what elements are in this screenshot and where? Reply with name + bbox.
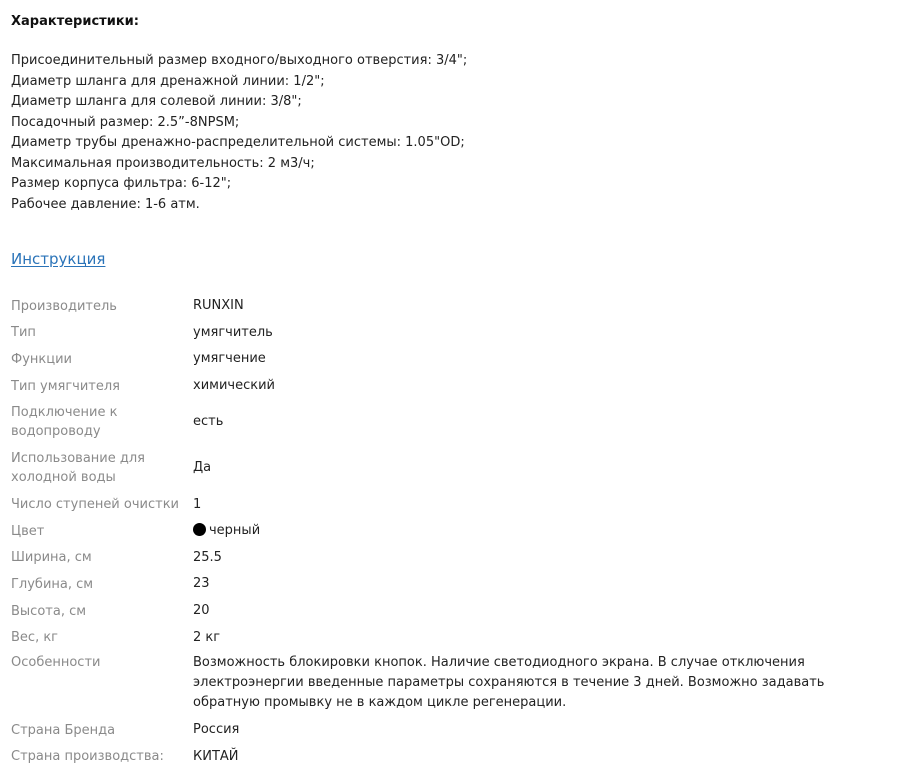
property-value: 20 [193,603,210,619]
property-row-manufacturer [11,293,891,320]
property-row-production-country [11,744,891,771]
specs-heading: Характеристики: [11,14,139,29]
property-value: RUNXIN [193,298,244,314]
property-row-functions [11,346,891,373]
property-label: Тип [11,325,36,341]
property-label: Глубина, см [11,576,94,592]
property-row-type [11,320,891,347]
color-swatch-icon [193,523,206,536]
property-label: Подключение к водопроводу [11,405,118,440]
property-label: Страна Бренда [11,722,116,738]
property-label: Ширина, см [11,550,92,566]
property-row-stages [11,491,891,518]
property-label: Тип умягчителя [11,378,121,394]
spec-line: Рабочее давление: 1-6 атм. [11,196,200,212]
spec-line: Диаметр шланга для дренажной линии: 1/2"; [11,73,325,89]
spec-line: Диаметр трубы дренажно-распределительной системы: 1.05"OD; [11,135,465,150]
property-label: Страна производства: [11,749,164,765]
property-value: Возможность блокировки кнопок. Наличие светодиодного экрана. В случае отключения электроэнергии введенные параметры сохраняются в течение 3 дней. Возможно задавать обратную промывку не в каждом цикле регенерации. [193,654,825,710]
property-row-weight [11,624,891,651]
property-label: Использование для холодной воды [11,451,145,486]
property-row-color [11,518,891,545]
product-description [11,13,891,770]
property-row-height [11,598,891,625]
specs-list [11,51,891,215]
spec-line: Максимальная производительность: 2 м3/ч; [11,155,315,171]
instruction-link[interactable]: Инструкция [11,250,106,268]
property-label: Высота, см [11,603,87,619]
property-value: умягчение [193,351,266,367]
spec-line: Размер корпуса фильтра: 6-12"; [11,176,232,191]
property-value: Россия [193,722,240,738]
property-row-softener-type [11,373,891,400]
property-label: Функции [11,351,72,367]
property-value: Да [193,460,212,476]
property-value: 2 кг [193,629,221,645]
property-label: Цвет [11,523,45,539]
property-row-width [11,545,891,572]
property-label: Особенности [11,654,101,670]
property-value [193,521,891,541]
property-label: Вес, кг [11,630,59,646]
property-value: 25.5 [193,549,222,565]
property-row-water-connection [11,399,891,445]
property-value: КИТАЙ [193,748,239,764]
property-row-depth [11,571,891,598]
property-value: умягчитель [193,324,273,340]
property-row-features [11,651,891,717]
spec-line: Присоединительный размер входного/выходного отверстия: 3/4"; [11,53,468,68]
property-row-brand-country [11,717,891,744]
property-value: химический [193,378,275,394]
property-row-cold-water [11,445,891,491]
property-value: 23 [193,576,210,592]
property-value: есть [193,414,224,430]
spec-line: Диаметр шланга для солевой линии: 3/8"; [11,94,302,109]
color-name: черный [209,523,261,539]
properties-table [11,293,891,770]
property-label: Число ступеней очистки [11,497,179,513]
spec-line: Посадочный размер: 2.5”-8NPSM; [11,114,240,130]
property-value: 1 [193,496,202,512]
property-label: Производитель [11,298,117,314]
